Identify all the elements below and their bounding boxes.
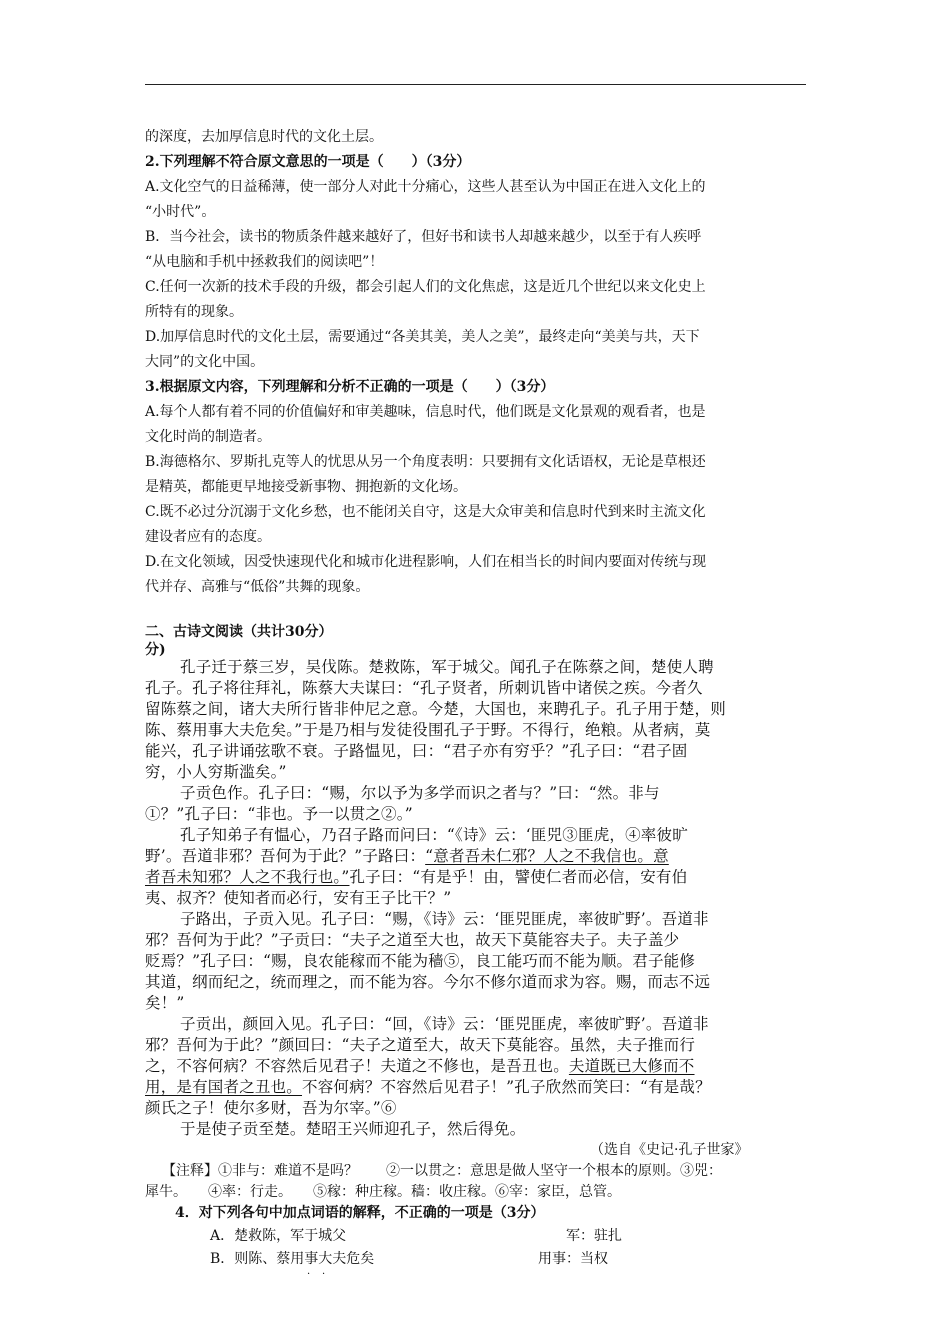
q3-option-c: C.既不必过分沉溺于文化乡愁，也不能闭关自守，这是大众审美和信息时代到来时主流文化 [145,504,706,520]
passage-line: 于是使子贡至楚。楚昭王兴师迎孔子，然后得免。 [180,1120,526,1138]
passage-line: 能兴，孔子讲诵弦歌不衰。子路愠见，曰：“君子亦有穷乎？”孔子曰：“君子固 [145,742,688,760]
passage-line: 子贡色作。孔子曰：“赐，尔以予为多学而识之者与？”曰：“然。非与 [180,784,660,802]
passage-line: ①？”孔子曰：“非也。予一以贯之②。” [145,805,413,823]
passage-line: 邪？吾何为于此？”颜回曰：“夫子之道至大，故天下莫能容。虽然，夫子推而行 [145,1036,696,1054]
q3-option-c-cont: 建设者应有的态度。 [145,529,271,545]
passage-line: 孔子知弟子有愠心，乃召子路而问曰：“《诗》云：‘匪兕③匪虎，④率彼旷 [180,826,688,844]
passage-line: 孔子迁于蔡三岁，吴伐陈。楚救陈，军于城父。闻孔子在陈蔡之间，楚使人聘 [180,658,714,676]
q2-option-d-cont: 大同”的文化中国。 [145,354,265,370]
section-heading [145,623,332,641]
passage-line: 穷，小人穷斯滥矣。” [145,763,287,781]
passage-line [145,1078,711,1096]
underlined-sentence: 者吾未知邪？人之不我行也。” [145,868,350,886]
q2-option-a: A.文化空气的日益稀薄，使一部分人对此十分痛心，这些人甚至认为中国正在进入文化上的 [145,179,706,195]
passage-line: 其道，纲而纪之，统而理之，而不能为容。今尔不修尔道而求为容。赐，而志不远 [145,973,711,991]
q3-option-d-cont: 代并存、高雅与“低俗”共舞的现象。 [145,579,370,595]
section-heading-text: 二、古诗文阅读（共计30分） [145,624,333,640]
underlined-sentence: 夫道既已大修而不 [568,1057,695,1075]
q3-option-a-cont: 文化时尚的制造者。 [145,429,271,445]
passage-line [145,868,687,886]
passage-line: 矣！” [145,994,185,1012]
q3-option-a: A.每个人都有着不同的价值偏好和审美趣味，信息时代，他们既是文化景观的观看者，也是 [145,404,706,420]
continuation-line: 的深度，去加厚信息时代的文化土层。 [145,129,383,145]
q4-option-b: B．则陈、蔡用事大夫危矣 [210,1251,375,1267]
emphasis-dot: · [322,1269,326,1280]
stray-fragment: 分) [145,642,166,658]
q3-option-d: D.在文化领域，因受快速现代化和城市化进程影响，人们在相当长的时间内要面对传统与现 [145,554,707,570]
q3-option-b-cont: 是精英，都能更早地接受新事物、拥抱新的文化场。 [145,479,467,495]
passage-line: 夷、叔齐？使知者而必行，安有王子比干？” [145,889,452,907]
notes-line: 【注释】①非与：难道不是吗？ ②一以贯之：意思是做人坚守一个根本的原则。③兕： [162,1163,722,1179]
passage-line [145,1057,695,1075]
emphasis-dot: · [307,1269,311,1280]
underlined-sentence: “意者吾未仁邪？人之不我信也。意 [425,847,669,865]
passage-text: 孔子曰：“有是乎！由，譬使仁者而必信，安有伯 [349,868,688,886]
passage-line: 颜氏之子！使尔多财，吾为尔宰。”⑥ [145,1099,397,1117]
passage-text: 之，不容何病？不容然后见君子！夫道之不修也，是吾丑也。 [145,1057,569,1075]
q4-option-b-gloss: 用事：当权 [538,1251,608,1267]
q3-stem: 3.根据原文内容，下列理解和分析不正确的一项是（ ）（3分） [145,379,555,395]
q4-option-a: A．楚救陈，军于城父 [210,1228,347,1244]
passage-line: 邪？吾何为于此？”子贡曰：“夫子之道至大也，故天下莫能容夫子。夫子盖少 [145,931,680,949]
passage-source: （选自《史记·孔子世家》 [590,1142,749,1158]
q2-option-b: B．当今社会，读书的物质条件越来越好了，但好书和读书人却越来越少，以至于有人疾呼 [145,229,702,245]
passage-line: 子路出，子贡入见。孔子曰：“赐，《诗》云：‘匪兕匪虎，率彼旷野’。吾道非 [180,910,709,928]
header-rule [145,84,806,85]
underlined-sentence: 用，是有国者之丑也。 [145,1078,303,1096]
passage-line: 子贡出，颜回入见。孔子曰：“回，《诗》云：‘匪兕匪虎，率彼旷野’。吾道非 [180,1015,709,1033]
q4-stem: 4．对下列各句中加点词语的解释，不正确的一项是（3分） [175,1205,545,1221]
q2-option-d: D.加厚信息时代的文化土层，需要通过“各美其美，美人之美”，最终走向“美美与共，天下 [145,329,700,345]
passage-line: 留陈蔡之间，诸大夫所行皆非仲尼之意。今楚，大国也，来聘孔子。孔子用于楚，则 [145,700,726,718]
passage-line: 贬焉？”孔子曰：“赐，良农能稼而不能为穑⑤，良工能巧而不能为顺。君子能修 [145,952,696,970]
passage-line [145,847,669,865]
q2-stem: 2.下列理解不符合原文意思的一项是（ ）（3分） [145,154,471,170]
q2-option-c-cont: 所特有的现象。 [145,304,243,320]
passage-text: 野’。吾道非邪？吾何为于此？”子路曰： [145,847,426,865]
notes-line: 犀牛。 ④率：行走。 ⑤稼：种庄稼。穑：收庄稼。⑥宰：家臣，总管。 [145,1184,621,1200]
q4-option-a-gloss: 军：驻扎 [566,1228,622,1244]
passage-line: 陈、蔡用事大夫危矣。”于是乃相与发徒役围孔子于野。不得行，绝粮。从者病，莫 [145,721,711,739]
q2-option-a-cont: “小时代”。 [145,204,216,220]
q2-option-c: C.任何一次新的技术手段的升级，都会引起人们的文化焦虑，这是近几个世纪以来文化史上 [145,279,706,295]
passage-text: 不容何病？不容然后见君子！”孔子欣然而笑曰：“有是哉？ [302,1078,711,1096]
q2-option-b-cont: “从电脑和手机中拯救我们的阅读吧”！ [145,254,384,270]
q3-option-b: B.海德格尔、罗斯扎克等人的忧思从另一个角度表明：只要拥有文化话语权，无论是草根还 [145,454,706,470]
passage-line: 孔子。孔子将往拜礼，陈蔡大夫谋曰：“孔子贤者，所刺讥皆中诸侯之疾。今者久 [145,679,703,697]
